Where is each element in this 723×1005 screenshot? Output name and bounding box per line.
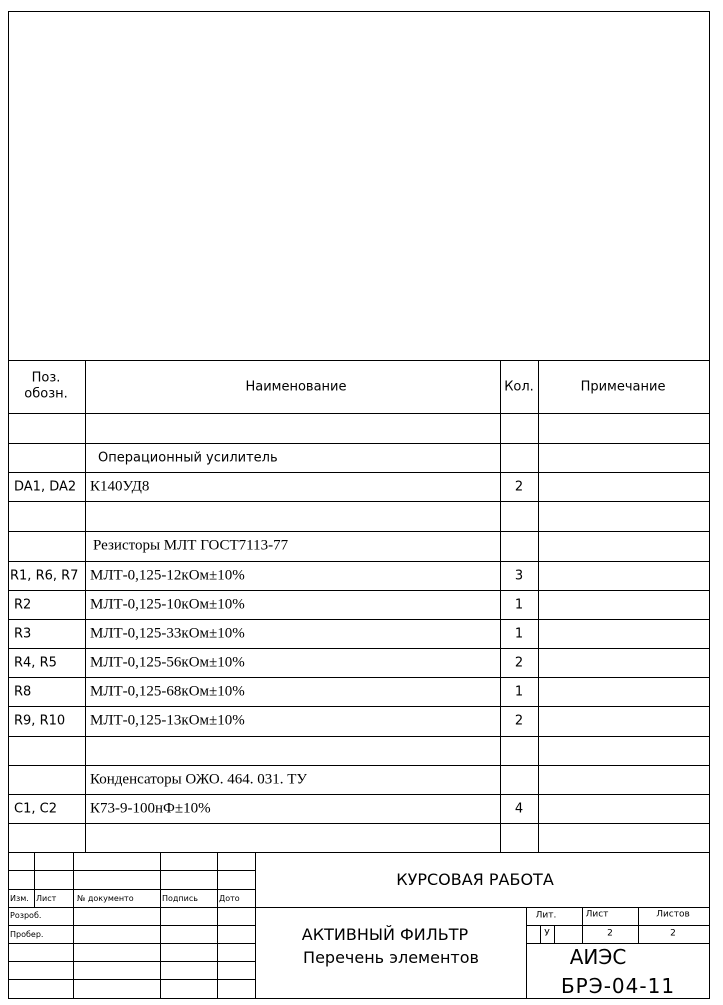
row-pos: C1, C2 [14,801,57,816]
tb-header-date: Дото [219,894,240,903]
tb-header-izm: Изм. [10,894,29,903]
lit-value: У [544,928,550,939]
sheets-value: 2 [670,928,676,939]
lit-label: Лит. [535,910,557,921]
row-name: К140УД8 [90,478,150,494]
row-qty: 1 [514,684,524,699]
row-name: К73-9-100нФ±10% [90,800,211,816]
row-qty: 4 [514,801,524,816]
header-name: Наименование [245,379,347,395]
header-note: Примечание [580,379,666,395]
document-type: Перечень элементов [303,948,479,967]
row-name: МЛТ-0,125-33кОм±10% [90,625,245,641]
row-qty: 2 [514,713,524,729]
row-pos: R2 [14,597,32,612]
row-qty: 1 [514,597,524,612]
row-pos: R9, R10 [14,713,66,729]
tb-header-list: Лист [36,894,57,903]
product-name: АКТИВНЫЙ ФИЛЬТР [301,925,469,944]
row-name: МЛТ-0,125-10кОм±10% [90,596,245,612]
row-name: Конденсаторы ОЖО. 464. 031. ТУ [90,771,308,787]
group-code: БРЭ-04-11 [560,974,676,998]
row-pos: DA1, DA2 [14,479,77,494]
sheets-label: Листов [656,909,690,920]
work-title: КУРСОВАЯ РАБОТА [396,870,554,889]
tb-role-developer: Розроб. [10,911,42,920]
row-name: МЛТ-0,125-56кОм±10% [90,654,245,670]
sheet-value: 2 [607,928,613,939]
tb-header-sign: Подпись [162,894,198,903]
sheet-label: Лист [585,909,609,920]
row-pos: R8 [14,684,32,699]
row-name: МЛТ-0,125-68кОм±10% [90,683,245,699]
header-qty: Кол. [504,379,534,395]
header-pos-line1: Поз. [31,370,61,386]
tb-header-doc: № документо [77,894,134,903]
row-name: МЛТ-0,125-12кОм±10% [90,567,245,583]
row-qty: 1 [514,626,524,641]
row-qty: 2 [514,655,524,670]
outer-border [9,12,710,999]
row-qty: 3 [514,568,524,583]
row-name: Резисторы МЛТ ГОСТ7113-77 [93,537,289,554]
row-pos: R3 [14,626,32,641]
header-pos-line2: обозн. [24,386,68,402]
row-pos: R1, R6, R7 [10,568,79,583]
row-name: МЛТ-0,125-13кОм±10% [90,712,245,729]
row-name: Операционный усилитель [98,450,278,465]
row-pos: R4, R5 [14,655,57,670]
tb-role-checker: Пробер. [10,930,44,939]
row-qty: 2 [514,479,524,494]
organization: АИЭС [569,945,627,969]
